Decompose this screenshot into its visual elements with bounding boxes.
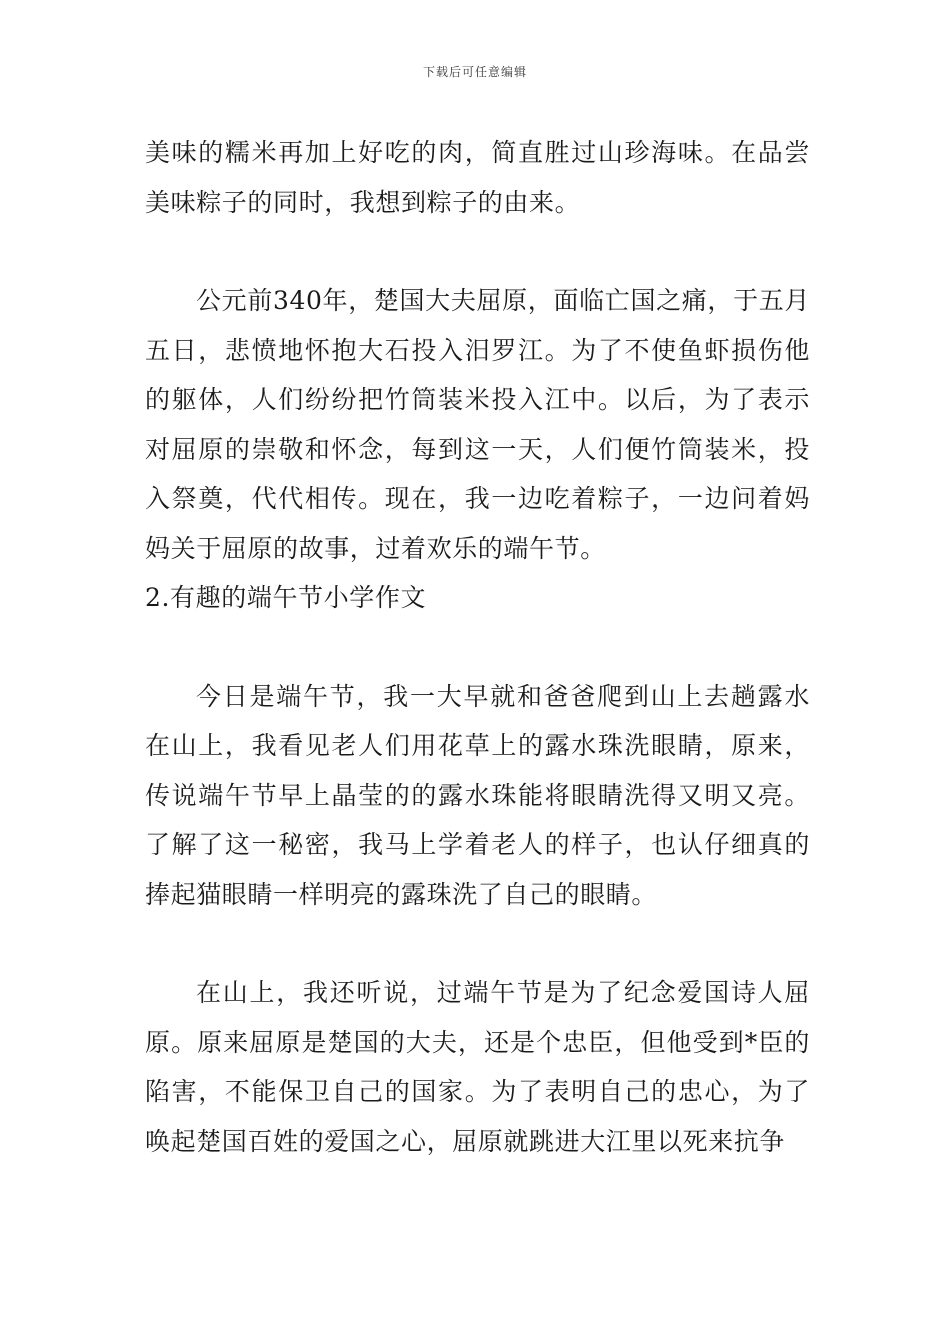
- paragraph-mountain-story: 在山上，我还听说，过端午节是为了纪念爱国诗人屈原。原来屈原是楚国的大夫，还是个忠臣，但他受到*臣的陷害，不能保卫自己的国家。为了表明自己的忠心，为了唤起楚国百姓的爱国之心，屈原就跳进大江里以死来抗争: [145, 978, 810, 1156]
- page-header-note: 下载后可任意编辑: [422, 65, 527, 79]
- paragraph-qu-yuan-origin: 公元前340年，楚国大夫屈原，面临亡国之痛，于五月五日，悲愤地怀抱大石投入汨罗江。为了不使鱼虾损伤他的躯体，人们纷纷把竹筒装米投入江中。以后，为了表示对屈原的崇敬和怀念，每到这一天，人们便竹筒装米，投入祭奠，代代相传。现在，我一边吃着粽子，一边问着妈妈关于屈原的故事，过着欢乐的端午节。: [145, 286, 810, 563]
- document-body: [145, 128, 810, 1166]
- paragraph-morning-dew: 今日是端午节，我一大早就和爸爸爬到山上去趟露水在山上，我看见老人们用花草上的露水珠洗眼睛，原来，传说端午节早上晶莹的的露水珠能将眼睛洗得又明又亮。了解了这一秘密，我马上学着老人的样子，也认仔细真的捧起猫眼睛一样明亮的露珠洗了自己的眼睛。: [145, 681, 810, 909]
- paragraph-rice-dumpling-taste: 美味的糯米再加上好吃的肉，简直胜过山珍海味。在品尝美味粽子的同时，我想到粽子的由来。: [145, 138, 810, 217]
- section-heading: 2.有趣的端午节小学作文: [145, 583, 427, 612]
